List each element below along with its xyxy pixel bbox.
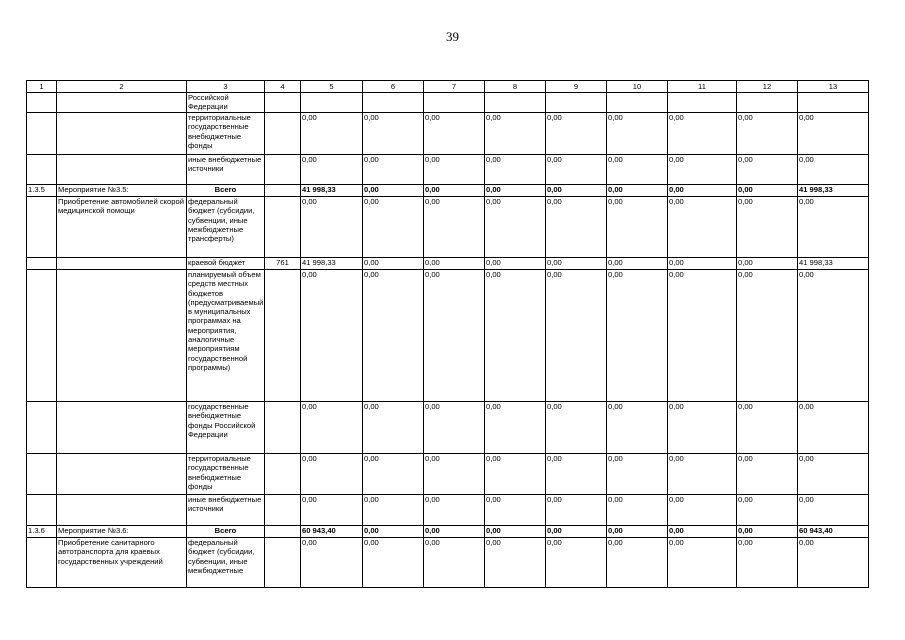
value-cell: 0,00 [485,495,546,526]
value-cell: 0,00 [668,526,737,538]
table-row [27,454,869,495]
value-cell: 0,00 [301,197,363,258]
code-cell [27,197,57,258]
value-cell: 41 998,33 [798,258,869,270]
value-cell: 0,00 [424,113,485,155]
header-cell: 1 [27,81,57,93]
value-cell: 41 998,33 [798,185,869,197]
activity-cell [57,93,187,113]
value-cell: 0,00 [546,258,607,270]
value-cell: 0,00 [607,270,668,402]
activity-cell [57,270,187,402]
code-cell [265,526,301,538]
value-cell: 0,00 [737,197,798,258]
value-cell [546,93,607,113]
code-cell [27,93,57,113]
value-cell: 0,00 [668,113,737,155]
value-cell: 0,00 [798,113,869,155]
value-cell: 0,00 [798,538,869,588]
header-cell: 3 [187,81,265,93]
activity-cell: Мероприятие №3.5: [57,185,187,197]
value-cell: 60 943,40 [798,526,869,538]
source-cell: государственные внебюджетные фонды Российской Федерации [187,402,265,454]
value-cell: 0,00 [301,155,363,185]
value-cell: 0,00 [668,185,737,197]
value-cell: 0,00 [424,185,485,197]
value-cell: 0,00 [607,155,668,185]
value-cell: 0,00 [546,185,607,197]
value-cell: 0,00 [546,495,607,526]
value-cell: 0,00 [363,197,424,258]
header-cell: 6 [363,81,424,93]
value-cell: 0,00 [607,197,668,258]
table-row [27,270,869,402]
value-cell: 0,00 [607,185,668,197]
budget-table [26,80,869,588]
code-cell [27,538,57,588]
code-cell [265,113,301,155]
value-cell: 0,00 [546,270,607,402]
table-row [27,113,869,155]
code-cell: 1.3.6 [27,526,57,538]
value-cell: 0,00 [546,155,607,185]
code-cell [27,270,57,402]
value-cell: 0,00 [737,258,798,270]
code-cell: 761 [265,258,301,270]
value-cell: 0,00 [607,454,668,495]
table-row [27,538,869,588]
activity-cell [57,495,187,526]
value-cell: 0,00 [301,270,363,402]
code-cell [265,270,301,402]
code-cell [265,197,301,258]
table-row [27,185,869,197]
value-cell: 0,00 [363,495,424,526]
value-cell: 0,00 [485,185,546,197]
code-cell [265,155,301,185]
value-cell: 0,00 [737,113,798,155]
code-cell [265,402,301,454]
value-cell: 0,00 [424,538,485,588]
value-cell: 0,00 [424,495,485,526]
value-cell: 0,00 [607,113,668,155]
table-row [27,495,869,526]
value-cell: 0,00 [668,258,737,270]
header-cell: 5 [301,81,363,93]
value-cell [301,93,363,113]
value-cell: 0,00 [668,454,737,495]
value-cell: 0,00 [363,155,424,185]
value-cell: 0,00 [798,402,869,454]
value-cell: 0,00 [301,454,363,495]
value-cell: 0,00 [737,155,798,185]
value-cell: 0,00 [546,526,607,538]
source-cell: территориальные государственные внебюджетные фонды [187,113,265,155]
source-cell: территориальные государственные внебюджетные фонды [187,454,265,495]
value-cell: 0,00 [363,270,424,402]
value-cell: 0,00 [737,454,798,495]
value-cell: 0,00 [546,538,607,588]
table-row [27,93,869,113]
value-cell: 0,00 [424,454,485,495]
value-cell: 0,00 [668,270,737,402]
value-cell: 0,00 [485,258,546,270]
value-cell: 41 998,33 [301,185,363,197]
activity-cell [57,258,187,270]
code-cell [27,258,57,270]
value-cell [798,93,869,113]
value-cell: 0,00 [363,113,424,155]
value-cell: 0,00 [668,402,737,454]
value-cell: 0,00 [301,113,363,155]
header-cell: 10 [607,81,668,93]
value-cell: 0,00 [363,454,424,495]
value-cell: 0,00 [301,495,363,526]
table-header-row [27,81,869,93]
value-cell: 0,00 [485,270,546,402]
value-cell: 0,00 [798,495,869,526]
code-cell [265,93,301,113]
value-cell: 0,00 [424,155,485,185]
value-cell: 0,00 [798,197,869,258]
header-cell: 8 [485,81,546,93]
value-cell: 0,00 [546,113,607,155]
source-cell: Всего [187,185,265,197]
activity-cell: Приобретение санитарного автотранспорта для краевых государственных учреждений [57,538,187,588]
value-cell: 0,00 [668,197,737,258]
value-cell: 0,00 [485,402,546,454]
value-cell: 0,00 [424,258,485,270]
code-cell [265,454,301,495]
activity-cell [57,402,187,454]
source-cell: федеральный бюджет (субсидии, субвенции, иные межбюджетные трансферты) [187,197,265,258]
value-cell: 0,00 [737,185,798,197]
value-cell: 0,00 [737,538,798,588]
value-cell: 0,00 [424,197,485,258]
header-cell: 13 [798,81,869,93]
value-cell: 0,00 [668,495,737,526]
value-cell: 0,00 [607,402,668,454]
source-cell: Российской Федерации [187,93,265,113]
value-cell [424,93,485,113]
activity-cell: Приобретение автомобилей скорой медицинской помощи [57,197,187,258]
value-cell: 0,00 [798,270,869,402]
source-cell: планируемый объем средств местных бюджетов (предусматриваемый в муниципальных программах на мероприятия, аналогичные мероприятиям государственной программы) [187,270,265,402]
code-cell [27,113,57,155]
source-cell: иные внебюджетные источники [187,155,265,185]
code-cell [265,185,301,197]
header-cell: 2 [57,81,187,93]
source-cell: Всего [187,526,265,538]
activity-cell: Мероприятие №3.6: [57,526,187,538]
value-cell: 0,00 [737,270,798,402]
value-cell: 0,00 [485,526,546,538]
value-cell [485,93,546,113]
value-cell: 0,00 [424,270,485,402]
header-cell: 11 [668,81,737,93]
value-cell: 0,00 [363,185,424,197]
value-cell: 0,00 [737,402,798,454]
value-cell: 0,00 [301,402,363,454]
value-cell: 0,00 [607,495,668,526]
header-cell: 12 [737,81,798,93]
value-cell: 0,00 [485,113,546,155]
table-row [27,258,869,270]
header-cell: 7 [424,81,485,93]
header-cell: 4 [265,81,301,93]
value-cell: 0,00 [301,538,363,588]
value-cell: 0,00 [485,454,546,495]
value-cell: 0,00 [737,495,798,526]
table-row [27,155,869,185]
header-cell: 9 [546,81,607,93]
value-cell: 0,00 [798,155,869,185]
source-cell: федеральный бюджет (субсидии, субвенции, иные межбюджетные [187,538,265,588]
code-cell [265,495,301,526]
value-cell: 0,00 [424,402,485,454]
activity-cell [57,155,187,185]
value-cell: 0,00 [798,454,869,495]
page-number: 39 [446,29,459,44]
value-cell: 0,00 [607,538,668,588]
table-row [27,526,869,538]
activity-cell [57,454,187,495]
value-cell [607,93,668,113]
value-cell: 0,00 [546,197,607,258]
code-cell [265,538,301,588]
table-row [27,197,869,258]
value-cell: 0,00 [485,155,546,185]
value-cell: 0,00 [363,538,424,588]
value-cell: 0,00 [363,258,424,270]
value-cell: 0,00 [485,197,546,258]
value-cell [363,93,424,113]
code-cell [27,155,57,185]
value-cell: 41 998,33 [301,258,363,270]
value-cell: 0,00 [607,526,668,538]
value-cell: 0,00 [607,258,668,270]
value-cell: 0,00 [485,538,546,588]
code-cell [27,454,57,495]
activity-cell [57,113,187,155]
value-cell: 0,00 [363,526,424,538]
value-cell: 0,00 [668,155,737,185]
code-cell: 1.3.5 [27,185,57,197]
value-cell: 0,00 [546,402,607,454]
value-cell: 0,00 [668,538,737,588]
code-cell [27,495,57,526]
value-cell [737,93,798,113]
value-cell: 0,00 [363,402,424,454]
source-cell: краевой бюджет [187,258,265,270]
value-cell: 60 943,40 [301,526,363,538]
table-row [27,402,869,454]
source-cell: иные внебюджетные источники [187,495,265,526]
value-cell: 0,00 [546,454,607,495]
code-cell [27,402,57,454]
value-cell: 0,00 [737,526,798,538]
value-cell: 0,00 [424,526,485,538]
value-cell [668,93,737,113]
